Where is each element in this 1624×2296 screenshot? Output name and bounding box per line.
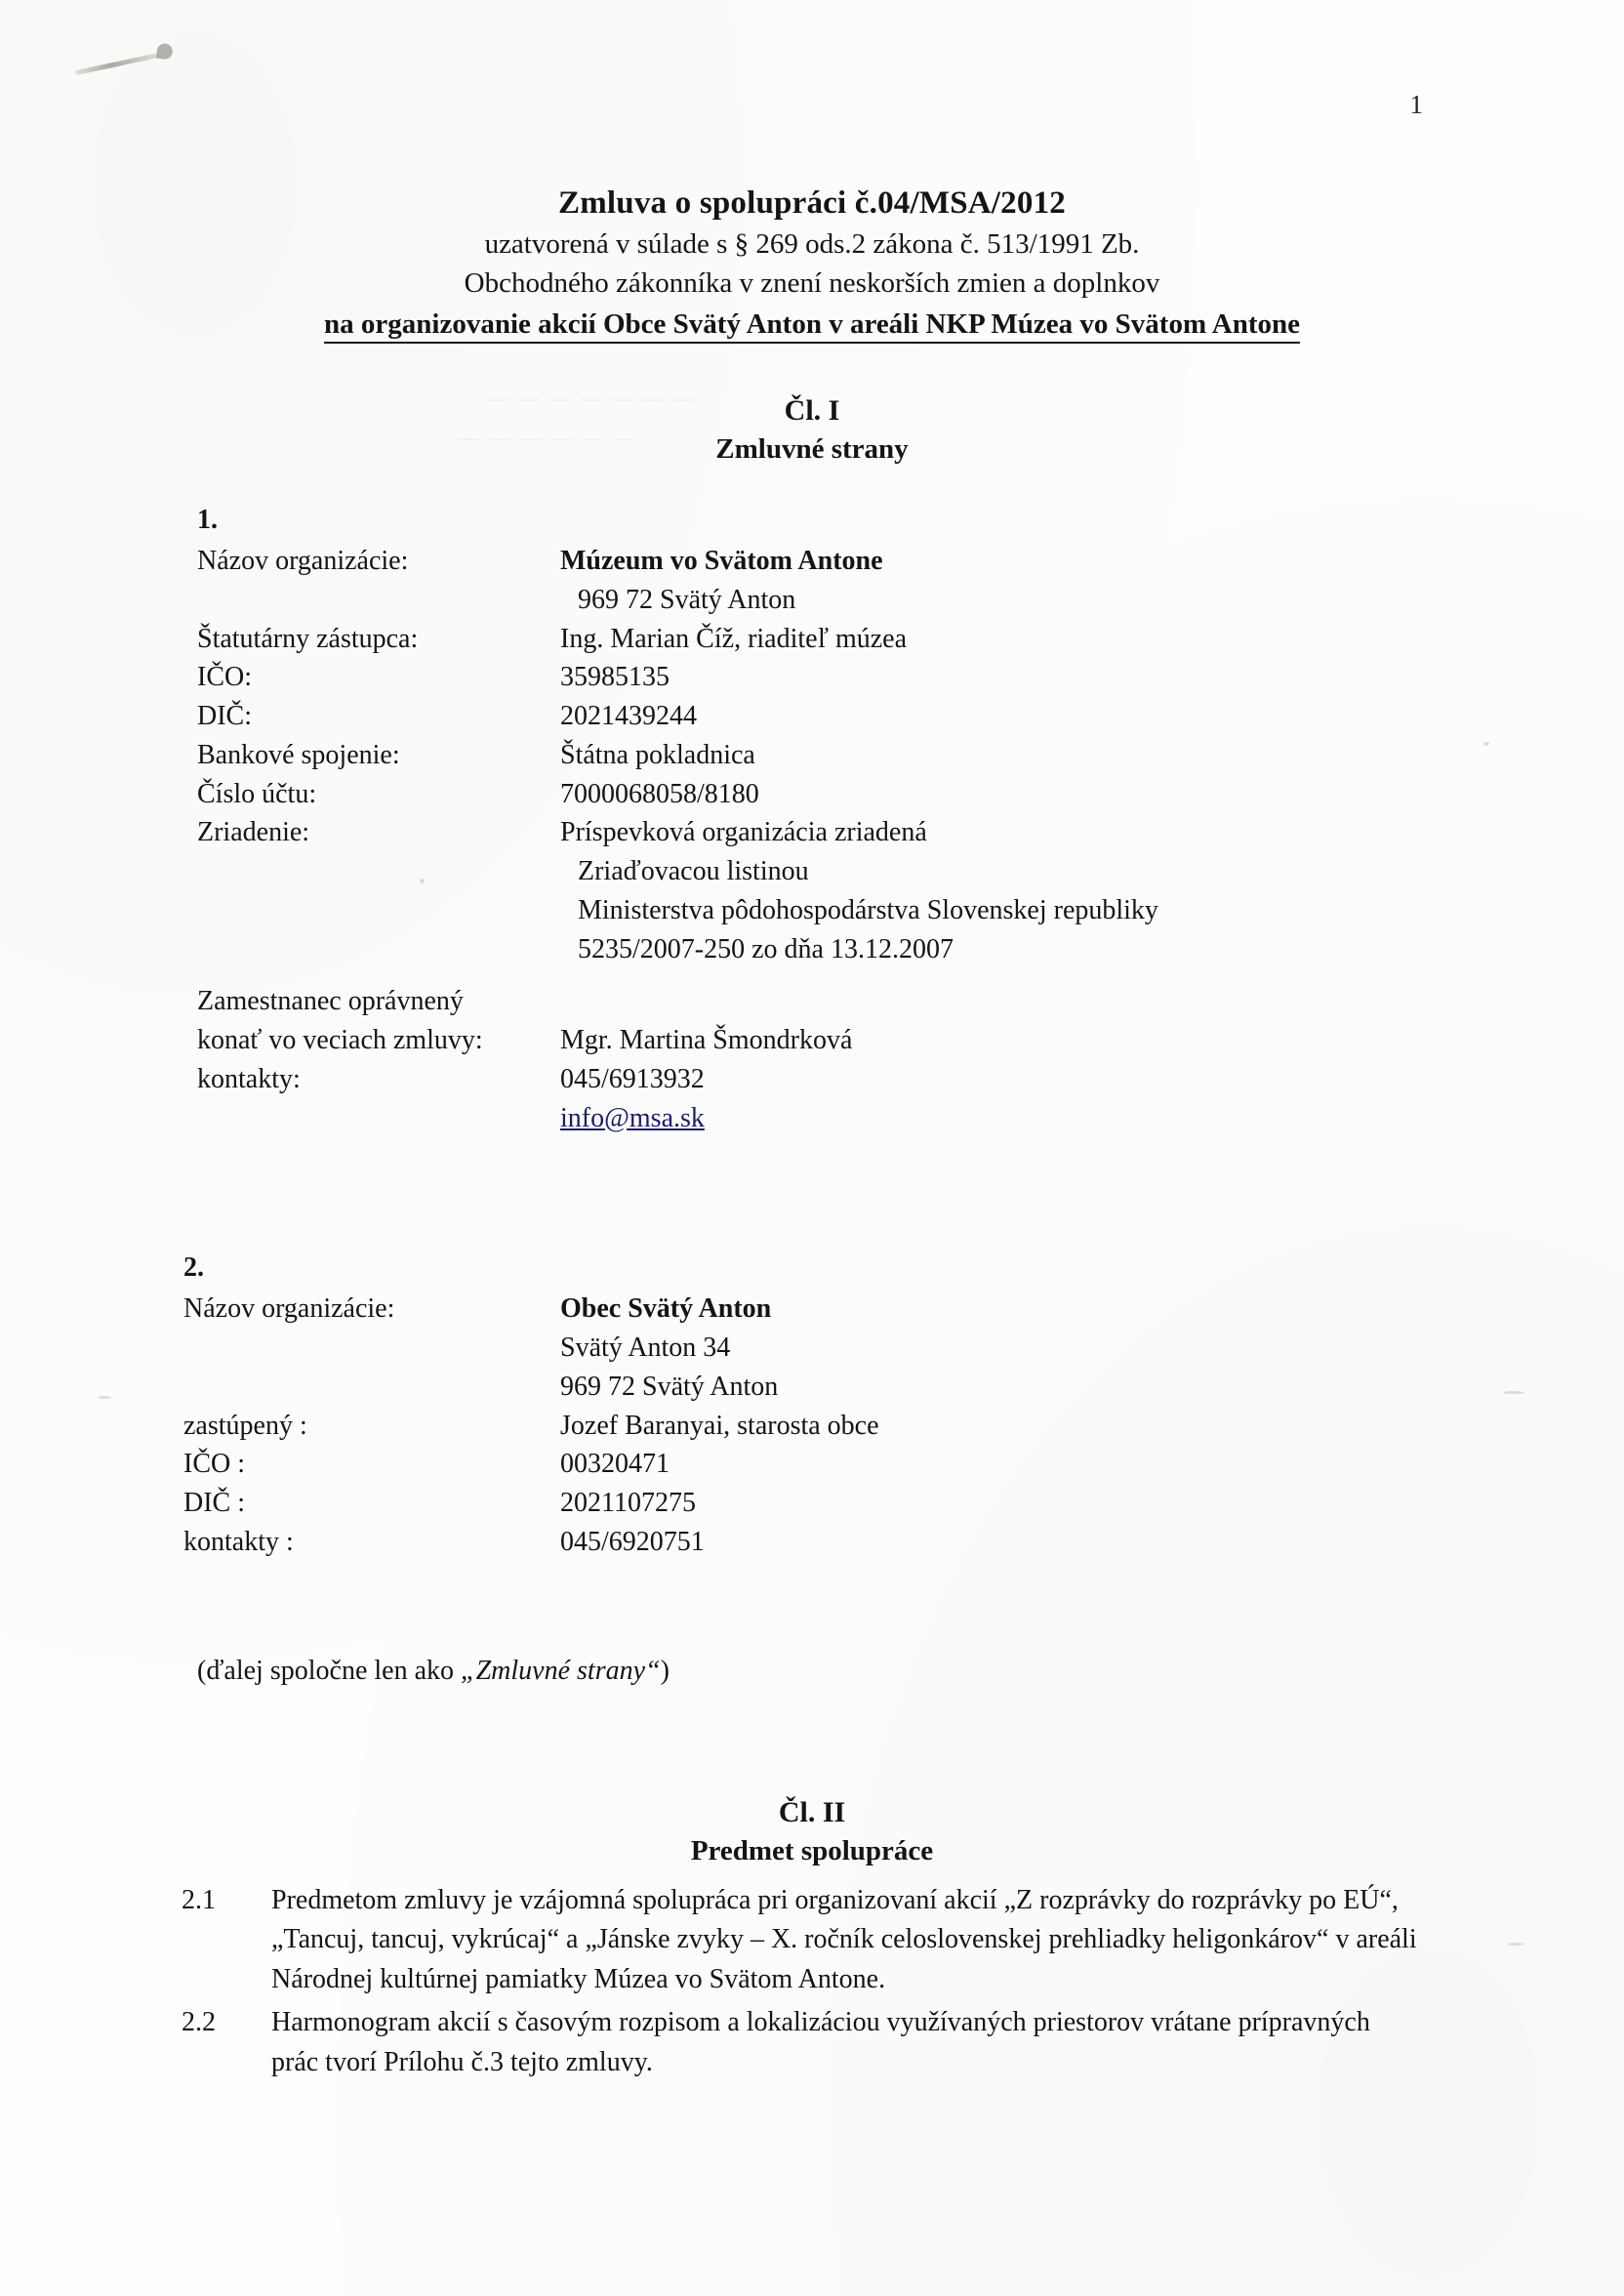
field-value: 5235/2007-250 zo dňa 13.12.2007 xyxy=(578,933,954,964)
party-1-row xyxy=(197,930,1624,969)
field-label: Bankové spojenie: xyxy=(197,739,400,770)
party-1-row xyxy=(197,982,1624,1021)
party-2-row xyxy=(183,1523,1624,1562)
field-value: 969 72 Svätý Anton xyxy=(578,584,796,615)
email-link[interactable]: info@msa.sk xyxy=(560,1102,705,1133)
clause-item xyxy=(182,1881,1419,2000)
party-2-row xyxy=(183,1484,1624,1523)
party-1-row xyxy=(197,891,1624,930)
article-2-title: Predmet spolupráce xyxy=(690,1834,934,1866)
article-1-number: Čl. I xyxy=(784,394,840,427)
document-title: Zmluva o spolupráci č.04/MSA/2012 xyxy=(558,185,1066,221)
field-value: Svätý Anton 34 xyxy=(560,1332,731,1363)
party-1-block xyxy=(0,505,1624,1137)
party-1-row xyxy=(197,542,1624,581)
field-value: Zriaďovacou listinou xyxy=(578,856,809,886)
field-value: Jozef Baranyai, starosta obce xyxy=(560,1410,879,1441)
field-label: Názov organizácie: xyxy=(183,1293,395,1325)
article-2-heading xyxy=(0,1796,1624,1867)
party-1-row xyxy=(197,1060,1624,1099)
page-number: 1 xyxy=(1409,90,1423,119)
field-value: 35985135 xyxy=(560,662,670,693)
party-2-row xyxy=(183,1329,1624,1368)
bleed-through-text: — — — — — — xyxy=(459,425,636,449)
field-value: 045/6913932 xyxy=(560,1063,705,1094)
party-1-row xyxy=(197,581,1624,620)
field-label: kontakty : xyxy=(183,1526,294,1557)
field-label: Zamestnanec oprávnený xyxy=(197,986,464,1017)
closing-prefix: (ďalej spoločne len ako xyxy=(197,1655,462,1686)
bleed-through-text: — — — — — — — xyxy=(488,386,696,410)
field-label: kontakty: xyxy=(197,1063,301,1094)
field-value: 2021107275 xyxy=(560,1488,696,1518)
field-value: 2021439244 xyxy=(560,701,697,731)
party-1-row xyxy=(197,658,1624,697)
field-value: 00320471 xyxy=(560,1449,670,1480)
party-1-row xyxy=(197,852,1624,891)
field-value: Štátna pokladnica xyxy=(560,739,755,770)
party-1-row xyxy=(197,775,1624,814)
document-subtitle-2: Obchodného zákonníka v znení neskorších zmien a doplnkov xyxy=(464,267,1160,299)
party-2-row xyxy=(183,1290,1624,1329)
field-label: konať vo veciach zmluvy: xyxy=(197,1025,483,1055)
field-label: Štatutárny zástupca: xyxy=(197,623,419,654)
field-value: Ministerstva pôdohospodárstva Slovenskej republiky xyxy=(578,894,1158,925)
clause-number: 2.2 xyxy=(182,2007,216,2038)
party-1-row xyxy=(197,1021,1624,1060)
clause-number: 2.1 xyxy=(182,1884,216,1915)
clause-item xyxy=(182,2003,1419,2082)
party-1-row xyxy=(197,697,1624,736)
clause-text: Predmetom zmluvy je vzájomná spolupráca pri organizovaní akcií „Z rozprávky do rozprávky po EÚ“, „Tancuj, tancuj, vykrúcaj“ a „Jánske zvyky – X. ročník celoslovenskej prehliadky heligonkárov“ v areáli Národnej kultúrnej pamiatky Múzea vo Svätom Antone. xyxy=(271,1884,1417,1994)
field-label: DIČ: xyxy=(197,701,252,731)
field-value: Múzeum vo Svätom Antone xyxy=(560,546,883,576)
party-1-row xyxy=(197,620,1624,659)
party-2-row xyxy=(183,1407,1624,1446)
party-1-row xyxy=(197,736,1624,775)
field-value: Mgr. Martina Šmondrková xyxy=(560,1025,853,1055)
field-value: Príspevková organizácia zriadená xyxy=(560,817,927,848)
article-1-title: Zmluvné strany xyxy=(715,433,909,465)
party-1-index: 1. xyxy=(197,505,218,535)
closing-definition xyxy=(0,1656,1624,1687)
field-label: zastúpený : xyxy=(183,1410,307,1441)
party-1-row xyxy=(197,1099,1624,1138)
article-1-heading xyxy=(0,394,1624,466)
party-1-row xyxy=(197,813,1624,852)
field-label: IČO : xyxy=(183,1449,245,1480)
field-label: DIČ : xyxy=(183,1488,245,1518)
field-label: IČO: xyxy=(197,662,252,693)
closing-quoted-term: „Zmluvné strany“ xyxy=(461,1655,661,1686)
field-value: 045/6920751 xyxy=(560,1526,705,1557)
field-value: Ing. Marian Číž, riaditeľ múzea xyxy=(560,623,908,654)
party-2-row xyxy=(183,1445,1624,1484)
party-2-row xyxy=(183,1368,1624,1407)
article-2-number: Čl. II xyxy=(778,1795,846,1828)
field-label: Názov organizácie: xyxy=(197,546,409,576)
title-block xyxy=(0,185,1624,344)
document-subtitle-1: uzatvorená v súlade s § 269 ods.2 zákona č. 513/1991 Zb. xyxy=(484,228,1140,260)
party-2-block xyxy=(0,1252,1624,1561)
article-2-clauses xyxy=(0,1881,1624,2083)
field-value: 969 72 Svätý Anton xyxy=(560,1371,779,1402)
field-label: Zriadenie: xyxy=(197,817,310,848)
party-2-index: 2. xyxy=(183,1252,204,1284)
field-value: 7000068058/8180 xyxy=(560,778,759,809)
document-subtitle-3: na organizovanie akcií Obce Svätý Anton v areáli NKP Múzea vo Svätom Antone xyxy=(324,308,1300,344)
clause-text: Harmonogram akcií s časovým rozpisom a lokalizáciou využívaných priestorov vrátane prípravných prác tvorí Prílohu č.3 tejto zmluvy. xyxy=(271,2007,1370,2077)
field-label: Číslo účtu: xyxy=(197,778,317,809)
field-value: Obec Svätý Anton xyxy=(560,1293,772,1325)
closing-suffix: ) xyxy=(660,1655,670,1686)
